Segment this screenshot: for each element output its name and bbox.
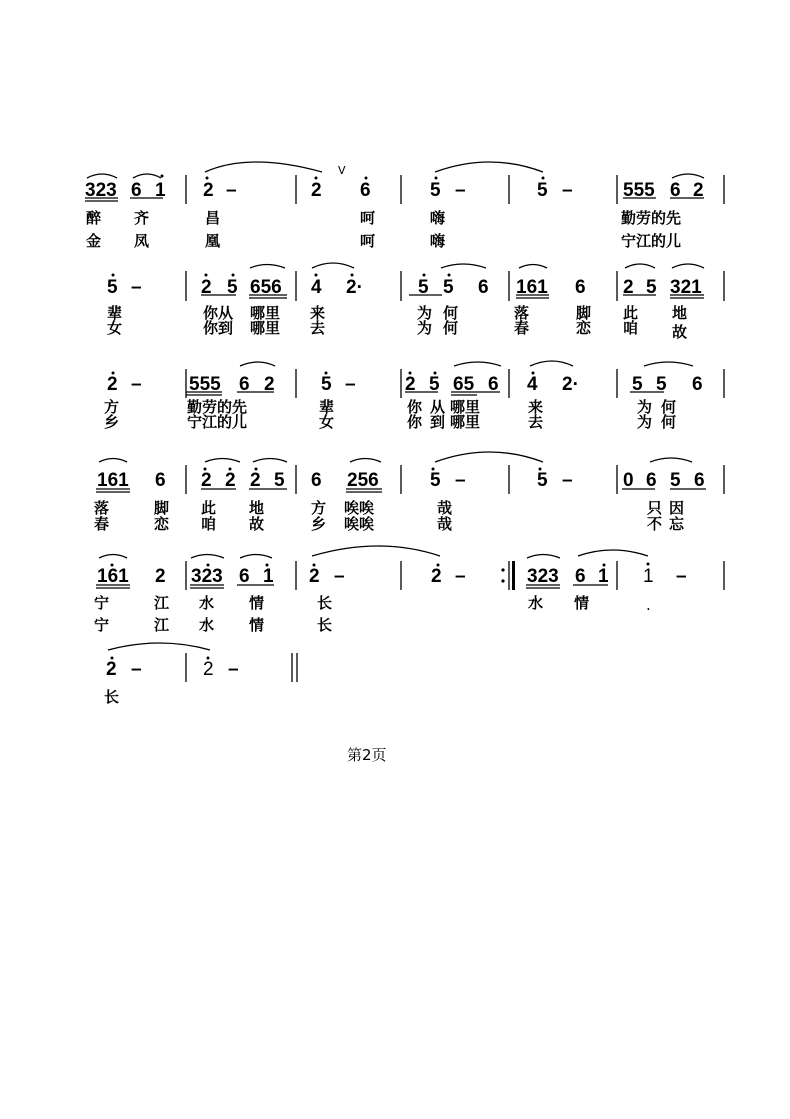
note: 5 — [430, 180, 441, 201]
lyric: 唉唉 — [344, 499, 375, 517]
lyric: 昌 — [205, 209, 221, 227]
lyric: 哉 — [437, 515, 453, 533]
note: 5 — [274, 470, 285, 491]
note: 6 — [575, 566, 586, 587]
lyric: 去 — [310, 319, 326, 337]
note: 4 — [527, 374, 538, 395]
note: 323 — [191, 566, 223, 587]
lyric: 此 — [201, 499, 217, 517]
lyric: 从 — [430, 398, 446, 416]
note: 321 — [670, 277, 702, 298]
dash: – — [562, 180, 573, 201]
lyric: 恋 — [154, 515, 170, 533]
lyric: 长 — [104, 688, 120, 706]
lyric: 地 — [672, 304, 688, 322]
note: 4 — [311, 277, 322, 298]
lyric: 来 — [528, 398, 544, 416]
note: 555 — [623, 180, 655, 201]
note: 5 — [418, 277, 429, 298]
dash: – — [455, 470, 466, 491]
note: 2· — [562, 374, 579, 395]
lyric: 哪里 — [250, 304, 281, 322]
note: 2 — [203, 180, 214, 201]
page-number: 第2页 — [347, 746, 387, 764]
lyric: 不 — [647, 515, 663, 533]
note: 1 — [155, 180, 166, 201]
note: 555 — [189, 374, 221, 395]
note: 5 — [429, 374, 440, 395]
note: 5 — [430, 470, 441, 491]
lyric: 何 — [661, 413, 677, 431]
note: 2 — [106, 659, 117, 680]
slur — [435, 162, 543, 172]
lyric: 去 — [528, 413, 544, 431]
lyric: 情 — [574, 594, 590, 612]
note: 2 — [201, 470, 212, 491]
note: 2 — [201, 277, 212, 298]
lyric: 你从 — [203, 304, 234, 322]
note: 5 — [537, 180, 548, 201]
note: 2 — [225, 470, 236, 491]
lyric: 宁 — [94, 616, 110, 634]
lyric: 脚 — [576, 304, 592, 322]
note: 2 — [309, 566, 320, 587]
lyric: 呵 — [360, 209, 376, 227]
lyric: 水 — [199, 616, 215, 634]
lyric: 宁江的儿 — [187, 413, 248, 431]
note: 2 — [107, 374, 118, 395]
note: 2 — [405, 374, 416, 395]
lyric: 忘 — [669, 515, 685, 533]
dash: – — [131, 659, 142, 680]
dash: – — [676, 566, 687, 587]
dash: – — [455, 180, 466, 201]
lyric: 你 — [407, 398, 423, 416]
lyric: 情 — [249, 616, 265, 634]
lyric: 只 — [647, 499, 663, 517]
note: 6 — [694, 470, 705, 491]
note: 5 — [321, 374, 332, 395]
lyric: 呵 — [360, 232, 376, 250]
lyric: 勤劳的先 — [621, 209, 682, 227]
dash: – — [345, 374, 356, 395]
lyric: 何 — [661, 398, 677, 416]
note: 5 — [537, 470, 548, 491]
note: 2 — [693, 180, 704, 201]
note: 6 — [239, 374, 250, 395]
lyric: 为 — [637, 398, 653, 416]
note: 323 — [527, 566, 559, 587]
note: 256 — [347, 470, 379, 491]
lyric: 落 — [514, 304, 530, 322]
lyric: 乡 — [104, 413, 120, 431]
lyric: 唉唉 — [344, 515, 375, 533]
lyric: 方 — [311, 499, 327, 517]
lyric: 到 — [430, 413, 446, 431]
note: 2 — [250, 470, 261, 491]
lyric: 凤 — [134, 232, 150, 250]
note: 6 — [239, 566, 250, 587]
note: 323 — [85, 180, 117, 201]
note: 1 — [263, 566, 274, 587]
note: 65 — [453, 374, 475, 395]
note: 6 — [670, 180, 681, 201]
lyric: 你到 — [203, 319, 234, 337]
lyric: 勤劳的先 — [187, 398, 248, 416]
note: 6 — [692, 374, 703, 395]
lyric: 因 — [669, 499, 685, 517]
lyric: 哪里 — [450, 398, 481, 416]
lyric: 哪里 — [250, 319, 281, 337]
lyric: 春 — [94, 515, 110, 533]
lyric: 女 — [107, 319, 123, 337]
dash: – — [131, 374, 142, 395]
lyric: 长 — [317, 594, 333, 612]
lyric: 情 — [249, 594, 265, 612]
lyric: 为 — [637, 413, 653, 431]
lyric: 齐 — [134, 209, 150, 227]
lyric: 落 — [94, 499, 110, 517]
slur — [205, 162, 322, 172]
note: 161 — [516, 277, 548, 298]
lyric: 哪里 — [450, 413, 481, 431]
lyric: 春 — [514, 319, 530, 337]
note: 161 — [97, 566, 129, 587]
lyric: 宁 — [94, 594, 110, 612]
lyric: 辈 — [319, 398, 335, 416]
dash: – — [334, 566, 345, 587]
lyric: 金 — [86, 232, 102, 250]
lyric: 哉 — [437, 499, 453, 517]
dash: – — [455, 566, 466, 587]
lyric: 江 — [154, 594, 170, 612]
lyric: 辈 — [107, 304, 123, 322]
note: 2 — [203, 659, 214, 680]
note: 2 — [311, 180, 322, 201]
lyric: 地 — [249, 499, 265, 517]
lyric: 嗨 — [430, 209, 446, 227]
dash: – — [131, 277, 142, 298]
note: 6 — [478, 277, 489, 298]
breath-mark: V — [338, 164, 346, 177]
lyric: 咱 — [623, 319, 639, 337]
note: 5 — [443, 277, 454, 298]
lyric: 宁江的儿 — [621, 232, 682, 250]
lyric: 为 — [417, 319, 433, 337]
lyric: 恋 — [576, 319, 592, 337]
lyric: 为 — [417, 304, 433, 322]
lyric: 江 — [154, 616, 170, 634]
note: 2 — [431, 566, 442, 587]
lyric: 醉 — [86, 209, 102, 227]
lyric: 脚 — [154, 499, 170, 517]
note: 2 — [155, 566, 166, 587]
note: 1 — [598, 566, 609, 587]
note: 2 — [623, 277, 634, 298]
note: 5 — [656, 374, 667, 395]
lyric: 水 — [199, 594, 215, 612]
note: 5 — [107, 277, 118, 298]
note: 161 — [97, 470, 129, 491]
note: 2· — [346, 277, 363, 298]
lyric: 嗨 — [430, 232, 446, 250]
lyric: 水 — [528, 594, 544, 612]
lyric: 来 — [310, 304, 326, 322]
note: 656 — [250, 277, 282, 298]
dash: – — [226, 180, 237, 201]
lyric: 你 — [407, 413, 423, 431]
dash: – — [562, 470, 573, 491]
lyric: 故 — [249, 515, 265, 533]
note: 6 — [646, 470, 657, 491]
lyric: 女 — [319, 413, 335, 431]
lyric: 故 — [672, 323, 688, 341]
lyric: . — [646, 596, 651, 614]
note: 1 — [643, 566, 654, 587]
note: 6 — [155, 470, 166, 491]
note: 6 — [360, 180, 371, 201]
note: 5 — [646, 277, 657, 298]
lyric: 凰 — [205, 232, 221, 250]
lyric: 方 — [104, 398, 120, 416]
note: 6 — [488, 374, 499, 395]
note: 5 — [227, 277, 238, 298]
note: 6 — [311, 470, 322, 491]
note: 6 — [131, 180, 142, 201]
lyric: 何 — [443, 304, 459, 322]
lyric: 何 — [443, 319, 459, 337]
note: 0 — [623, 470, 634, 491]
lyric: 长 — [317, 616, 333, 634]
lyric: 此 — [623, 304, 639, 322]
note: 5 — [632, 374, 643, 395]
dash: – — [228, 659, 239, 680]
note: 2 — [264, 374, 275, 395]
lyric: 乡 — [311, 515, 327, 533]
lyric: 咱 — [201, 515, 217, 533]
note: 6 — [575, 277, 586, 298]
note: 5 — [670, 470, 681, 491]
